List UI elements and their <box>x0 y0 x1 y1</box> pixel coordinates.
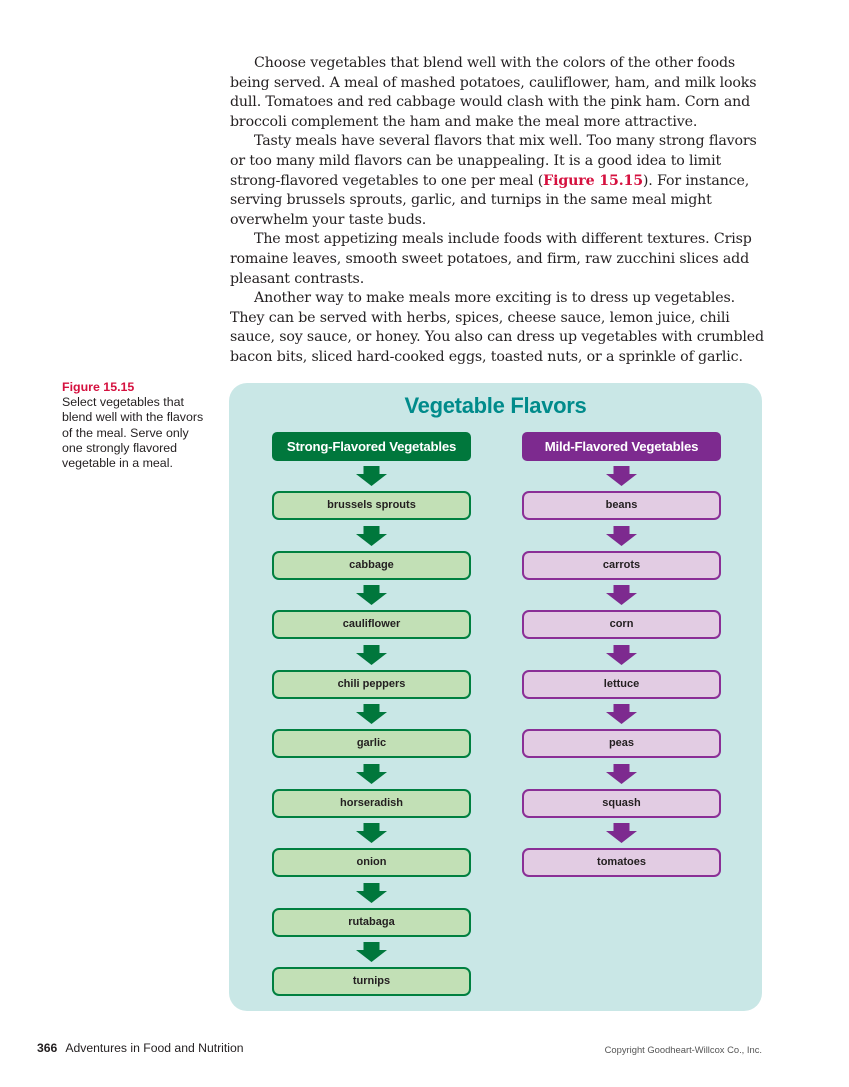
list-item <box>272 878 471 938</box>
list-item <box>522 580 721 640</box>
list-item <box>522 640 721 700</box>
list-item <box>272 699 471 759</box>
vegetable-box: brussels sprouts <box>272 491 471 520</box>
vegetable-box: corn <box>522 610 721 639</box>
body-text <box>230 54 765 368</box>
footer-book-info <box>37 1041 244 1055</box>
vegetable-box: beans <box>522 491 721 520</box>
paragraph-text: ). For instance, serving brussels sprouts, garlic, and turnips in the same meal might overwhelm your taste buds. <box>230 172 750 228</box>
list-item <box>272 937 471 997</box>
vegetable-box: rutabaga <box>272 908 471 937</box>
figure-caption <box>62 380 212 471</box>
figure-reference-link[interactable]: Figure 15.15 <box>543 172 643 189</box>
down-arrow-icon <box>606 645 637 665</box>
figure-label: Figure 15.15 <box>62 380 135 394</box>
vegetable-box: garlic <box>272 729 471 758</box>
vegetable-box: turnips <box>272 967 471 996</box>
down-arrow-icon <box>606 585 637 605</box>
caption-text: Select vegetables that blend well with the flavors of the meal. Serve only one strongly flavored vegetable in a meal. <box>62 395 204 471</box>
vegetable-box: squash <box>522 789 721 818</box>
paragraph-colors: Choose vegetables that blend well with the colors of the other foods being served. A meal of mashed potatoes, cauliflower, ham, and milk looks dull. Tomatoes and red cabbage would clash with the pink ham. Corn and broccoli complement the ham and make the meal more attractive. <box>230 55 757 130</box>
paragraph-text: Tasty meals have several flavors that mix well. Too many strong flavors or too many mild flavors can be unappealing. It is a good idea to limit strong-flavored vegetables to one per meal ( <box>230 133 757 189</box>
list-item <box>272 640 471 700</box>
mild-flavored-list <box>522 461 721 878</box>
strong-flavored-column <box>272 432 471 997</box>
down-arrow-icon <box>356 526 387 546</box>
mild-flavored-column <box>522 432 721 878</box>
list-item <box>272 461 471 521</box>
down-arrow-icon <box>606 466 637 486</box>
down-arrow-icon <box>356 942 387 962</box>
book-title: Adventures in Food and Nutrition <box>65 1041 244 1055</box>
strong-flavored-list <box>272 461 471 997</box>
list-item <box>272 818 471 878</box>
list-item <box>522 818 721 878</box>
down-arrow-icon <box>606 704 637 724</box>
vegetable-box: peas <box>522 729 721 758</box>
vegetable-box: chili peppers <box>272 670 471 699</box>
list-item <box>522 461 721 521</box>
down-arrow-icon <box>356 823 387 843</box>
list-item <box>522 521 721 581</box>
vegetable-box: cauliflower <box>272 610 471 639</box>
vegetable-box: tomatoes <box>522 848 721 877</box>
down-arrow-icon <box>356 883 387 903</box>
list-item <box>272 580 471 640</box>
strong-flavored-header: Strong-Flavored Vegetables <box>272 432 471 461</box>
list-item <box>272 521 471 581</box>
vegetable-box: cabbage <box>272 551 471 580</box>
paragraph-flavors <box>230 132 765 230</box>
vegetable-flavors-figure <box>229 383 762 1011</box>
down-arrow-icon <box>606 526 637 546</box>
vegetable-box: horseradish <box>272 789 471 818</box>
down-arrow-icon <box>356 704 387 724</box>
down-arrow-icon <box>356 645 387 665</box>
list-item <box>522 699 721 759</box>
down-arrow-icon <box>606 823 637 843</box>
list-item <box>272 759 471 819</box>
vegetable-box: onion <box>272 848 471 877</box>
figure-title: Vegetable Flavors <box>404 393 587 418</box>
vegetable-box: carrots <box>522 551 721 580</box>
list-item <box>522 759 721 819</box>
down-arrow-icon <box>356 466 387 486</box>
vegetable-box: lettuce <box>522 670 721 699</box>
mild-flavored-header: Mild-Flavored Vegetables <box>522 432 721 461</box>
page-number: 366 <box>37 1041 58 1055</box>
paragraph-textures: The most appetizing meals include foods with different textures. Crisp romaine leaves, smooth sweet potatoes, and firm, raw zucchini slices add pleasant contrasts. <box>230 231 752 287</box>
down-arrow-icon <box>356 585 387 605</box>
paragraph-dress-up: Another way to make meals more exciting is to dress up vegetables. They can be served with herbs, spices, cheese sauce, lemon juice, chili sauce, soy sauce, or honey. You also can dress up vegetables with crumbled bacon bits, sliced hard-cooked eggs, toasted nuts, or a sprinkle of garlic. <box>230 290 764 365</box>
down-arrow-icon <box>606 764 637 784</box>
copyright-notice: Copyright Goodheart-Willcox Co., Inc. <box>604 1044 762 1055</box>
down-arrow-icon <box>356 764 387 784</box>
